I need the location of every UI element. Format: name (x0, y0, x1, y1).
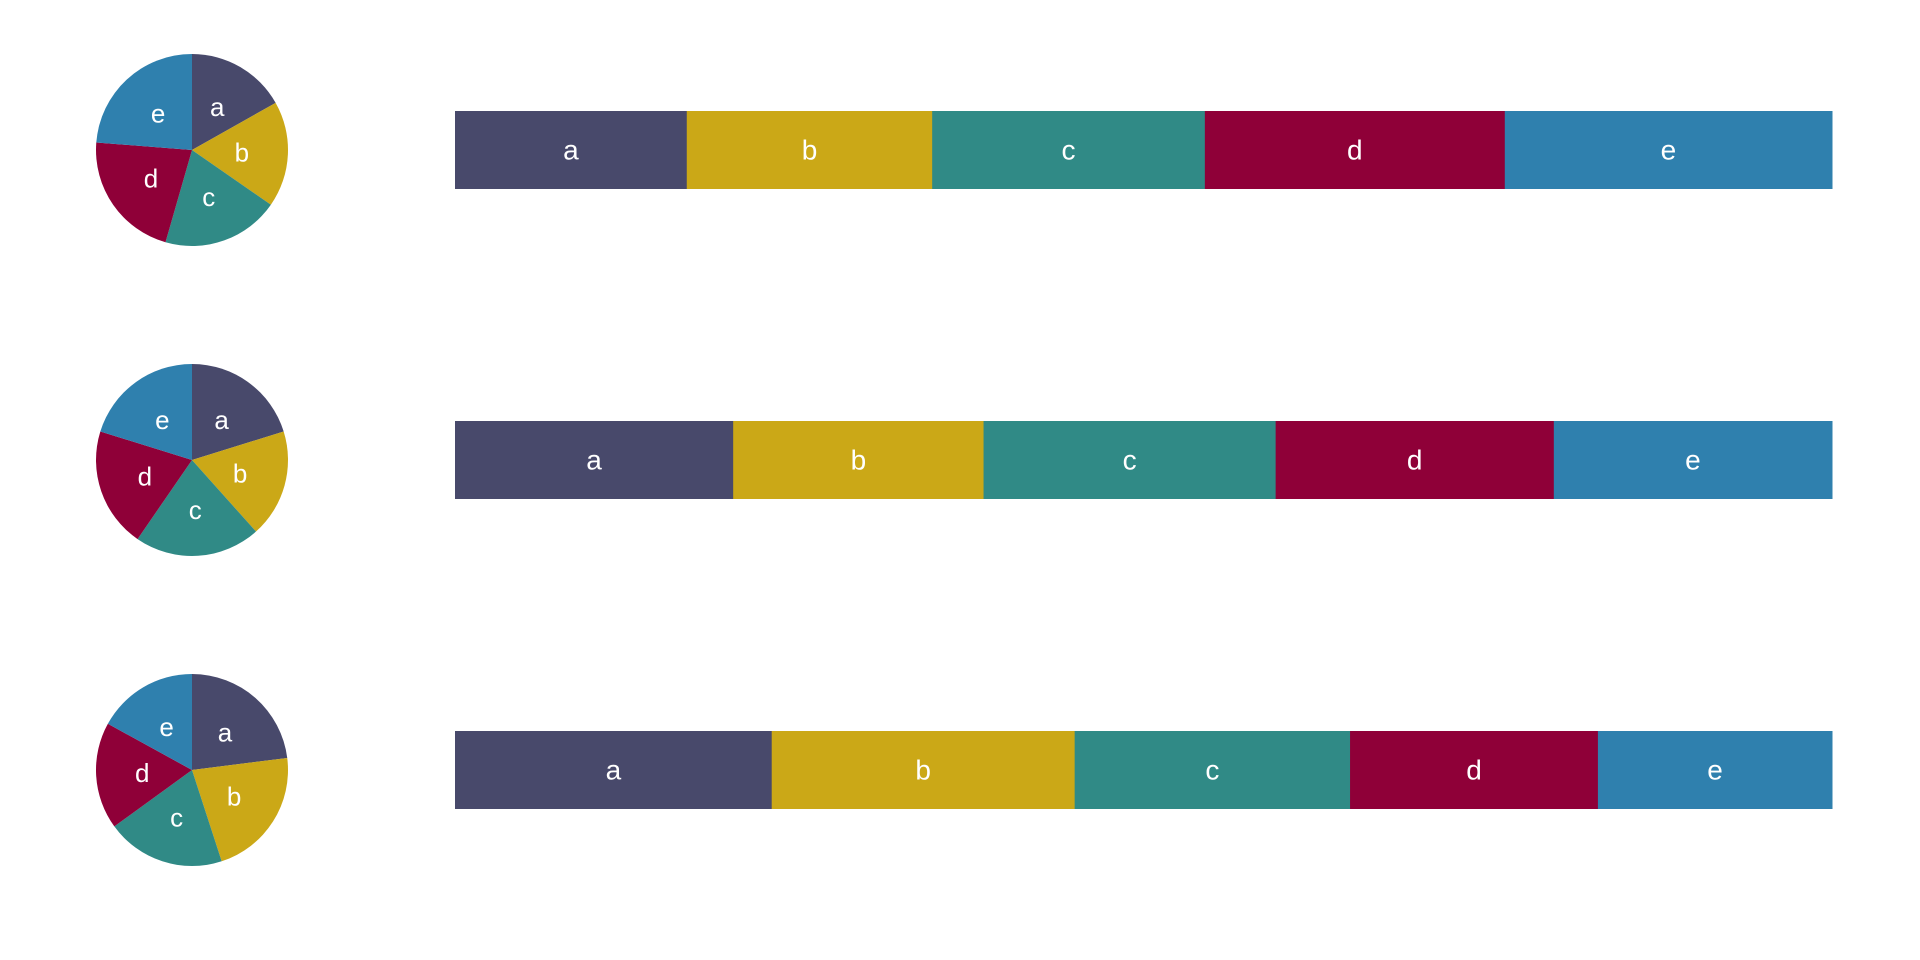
stacked-bar (455, 111, 1833, 189)
pie-chart (96, 364, 288, 556)
chart-row-1 (96, 54, 1833, 246)
bar-segment-label-b: b (915, 754, 931, 786)
pie-slice-label-c: c (202, 182, 216, 212)
pie-slice-label-d: d (134, 758, 150, 789)
bar-segment-label-d: d (1406, 444, 1423, 476)
pie-slice-label-a: a (217, 717, 233, 748)
pie-slice-label-b: b (234, 137, 250, 168)
bar-segment-label-e: e (1660, 134, 1677, 166)
bar-segment-label-a: a (563, 134, 579, 166)
pie-slice-label-b: b (232, 458, 248, 489)
pie-slice-e (96, 54, 192, 150)
bar-segment-label-e: e (1685, 444, 1701, 476)
pie-chart (96, 674, 288, 866)
bar-segment-label-c: c (1205, 754, 1220, 786)
pie-slice-label-b: b (226, 781, 242, 812)
pie-slice-label-c: c (188, 494, 202, 525)
pie-slice-label-a: a (214, 404, 229, 435)
bar-segment-label-c: c (1122, 444, 1137, 476)
pie-slice-label-c: c (170, 802, 184, 833)
bar-segment-label-d: d (1347, 134, 1363, 166)
bar-segment-label-d: d (1466, 754, 1482, 786)
pie-slice-label-d: d (137, 461, 153, 492)
chart-row-2 (96, 364, 1832, 556)
pie-slice-label-a: a (209, 91, 225, 122)
bar-segment-label-b: b (850, 444, 867, 476)
pie-slice-a (192, 674, 287, 770)
bar-segment-label-e: e (1707, 754, 1723, 786)
pie-slice-label-e: e (159, 712, 174, 742)
stacked-bar (455, 421, 1833, 499)
bar-segment-label-c: c (1061, 134, 1076, 166)
chart-row-3 (96, 674, 1833, 866)
pie-slice-label-e: e (150, 98, 166, 129)
pie-slice-label-d: d (143, 163, 159, 194)
stacked-bar (455, 731, 1833, 809)
bar-segment-label-a: a (605, 754, 622, 786)
bar-segment-label-a: a (586, 444, 602, 476)
pie-chart (96, 54, 288, 246)
bar-segment-label-b: b (801, 134, 818, 166)
pie-slice-label-e: e (155, 404, 170, 435)
